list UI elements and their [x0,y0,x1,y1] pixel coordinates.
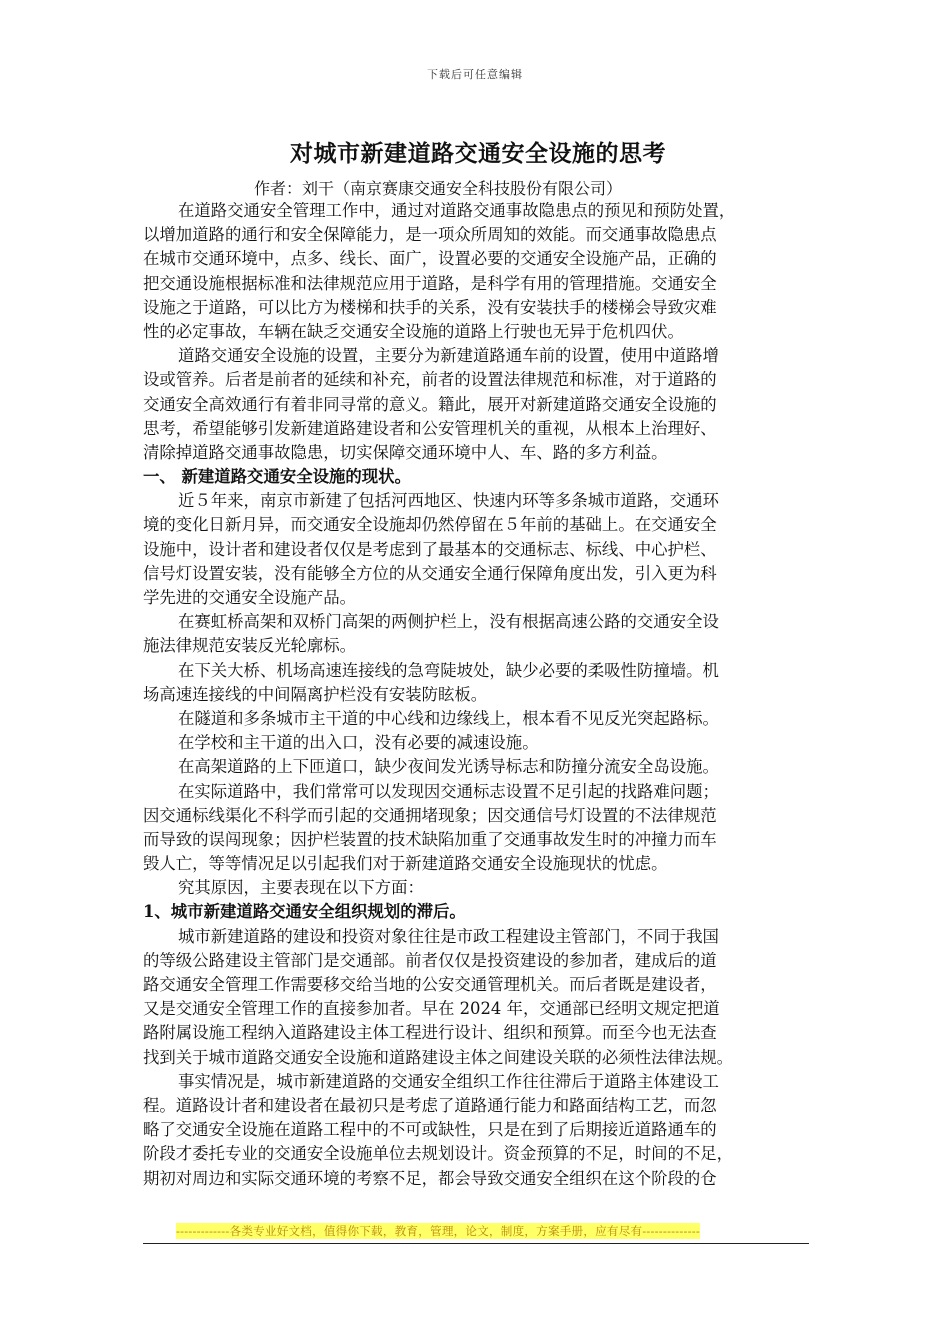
header-note: 下载后可任意编辑 [427,68,523,81]
section-heading: 1、城市新建道路交通安全组织规划的滞后。 [143,902,466,922]
body-text-line: 路交通安全管理工作需要移交给当地的公安交通管理机关。而后者既是建设者， [143,975,717,994]
body-text-line: 找到关于城市道路交通安全设施和道路建设主体之间建设关联的必须性法律法规。 [143,1047,734,1067]
body-text-line: 以增加道路的通行和安全保障能力，是一项众所周知的效能。而交通事故隐患点 [143,225,717,245]
document-body [143,199,823,1191]
body-text-line: 设施中，设计者和建设者仅仅是考虑到了最基本的交通标志、标线、中心护栏、 [143,539,717,559]
body-text-line: 毁人亡，等等情况足以引起我们对于新建道路交通安全设施现状的忧虑。 [143,854,668,874]
author-line: 作者：刘干（南京赛康交通安全科技股份有限公司） [254,179,623,198]
section-heading: 一、 新建道路交通安全设施的现状。 [143,467,411,487]
body-text-line: 交通安全高效通行有着非同寻常的意义。籍此，展开对新建道路交通安全设施的 [143,394,717,414]
body-text-line: 思考，希望能够引发新建道路建设者和公安管理机关的重视，从根本上治理好、 [143,418,717,438]
body-text-line: 境的变化日新月异，而交通安全设施却仍然停留在５年前的基础上。在交通安全 [143,515,717,535]
body-text-line: 在学校和主干道的出入口，没有必要的减速设施。 [178,733,539,753]
body-text-line: 清除掉道路交通事故隐患，切实保障交通环境中人、车、路的多方利益。 [143,442,668,462]
body-text-line: 道路交通安全设施的设置，主要分为新建道路通车前的设置，使用中道路增 [178,346,719,366]
body-text-line: 场高速连接线的中间隔离护栏没有安装防眩板。 [143,684,488,704]
body-text-line: 城市新建道路的建设和投资对象往往是市政工程建设主管部门，不同于我国 [178,926,719,946]
body-text-line: 阶段才委托专业的交通安全设施单位去规划设计。资金预算的不足，时间的不足， [143,1144,734,1164]
body-text-line: 在城市交通环境中，点多、线长、面广，设置必要的交通安全设施产品，正确的 [143,249,717,269]
body-text-line: 在隧道和多条城市主干道的中心线和边缘线上，根本看不见反光突起路标。 [178,708,719,728]
body-text-line: 又是交通安全管理工作的直接参加者。早在 2024 年，交通部已经明文规定把道 [143,999,720,1019]
document-title: 对城市新建道路交通安全设施的思考 [290,140,666,167]
body-text-line: 在下关大桥、机场高速连接线的急弯陡坡处，缺少必要的柔吸性防撞墙。机 [178,660,719,680]
body-text-line: 信号灯设置安装，没有能够全方位的从交通安全通行保障角度出发，引入更为科 [143,563,717,583]
body-text-line: 近５年来，南京市新建了包括河西地区、快速内环等多条城市道路，交通环 [178,491,719,511]
body-text-line: 学先进的交通安全设施产品。 [143,588,357,607]
body-text-line: 在高架道路的上下匝道口，缺少夜间发光诱导标志和防撞分流安全岛设施。 [178,757,719,777]
footer-divider [143,1243,809,1244]
body-text-line: 究其原因，主要表现在以下方面： [178,878,424,898]
body-text-line: 在赛虹桥高架和双桥门高架的两侧护栏上，没有根据高速公路的交通安全设 [178,612,719,632]
body-text-line: 把交通设施根据标准和法律规范应用于道路，是科学有用的管理措施。交通安全 [143,273,717,293]
body-text-line: 事实情况是，城市新建道路的交通安全组织工作往往滞后于道路主体建设工 [178,1071,719,1091]
body-text-line: 而导致的误闯现象；因护栏装置的技术缺陷加重了交通事故发生时的冲撞力而车 [143,829,717,849]
body-text-line: 略了交通安全设施在道路工程中的不可或缺性，只是在到了后期接近道路通车的 [143,1120,717,1140]
body-text-line: 施法律规范安装反光轮廓标。 [143,636,357,656]
body-text-line: 性的必定事故，车辆在缺乏交通安全设施的道路上行驶也无异于危机四伏。 [143,321,684,341]
body-text-line: 在道路交通安全管理工作中，通过对道路交通事故隐患点的预见和预防处置， [178,201,736,220]
footer-banner: -------------各类专业好文档，值得你下载，教育，管理，论文，制度，方案手册，应有尽有-------------- [176,1224,700,1238]
body-text-line: 的等级公路建设主管部门是交通部。前者仅仅是投资建设的参加者，建成后的道 [143,950,717,970]
body-text-line: 设或管养。后者是前者的延续和补充，前者的设置法律规范和标准，对于道路的 [143,370,717,390]
body-text-line: 期初对周边和实际交通环境的考察不足，都会导致交通安全组织在这个阶段的仓 [143,1168,717,1188]
body-text-line: 路附属设施工程纳入道路建设主体工程进行设计、组织和预算。而至今也无法查 [143,1023,717,1043]
body-text-line: 设施之于道路，可以比方为楼梯和扶手的关系，没有安装扶手的楼梯会导致灾难 [143,297,717,317]
body-text-line: 在实际道路中，我们常常可以发现因交通标志设置不足引起的找路难问题； [178,781,719,801]
body-text-line: 因交通标线渠化不科学而引起的交通拥堵现象；因交通信号灯设置的不法律规范 [143,805,717,825]
body-text-line: 程。道路设计者和建设者在最初只是考虑了道路通行能力和路面结构工艺，而忽 [143,1095,717,1115]
